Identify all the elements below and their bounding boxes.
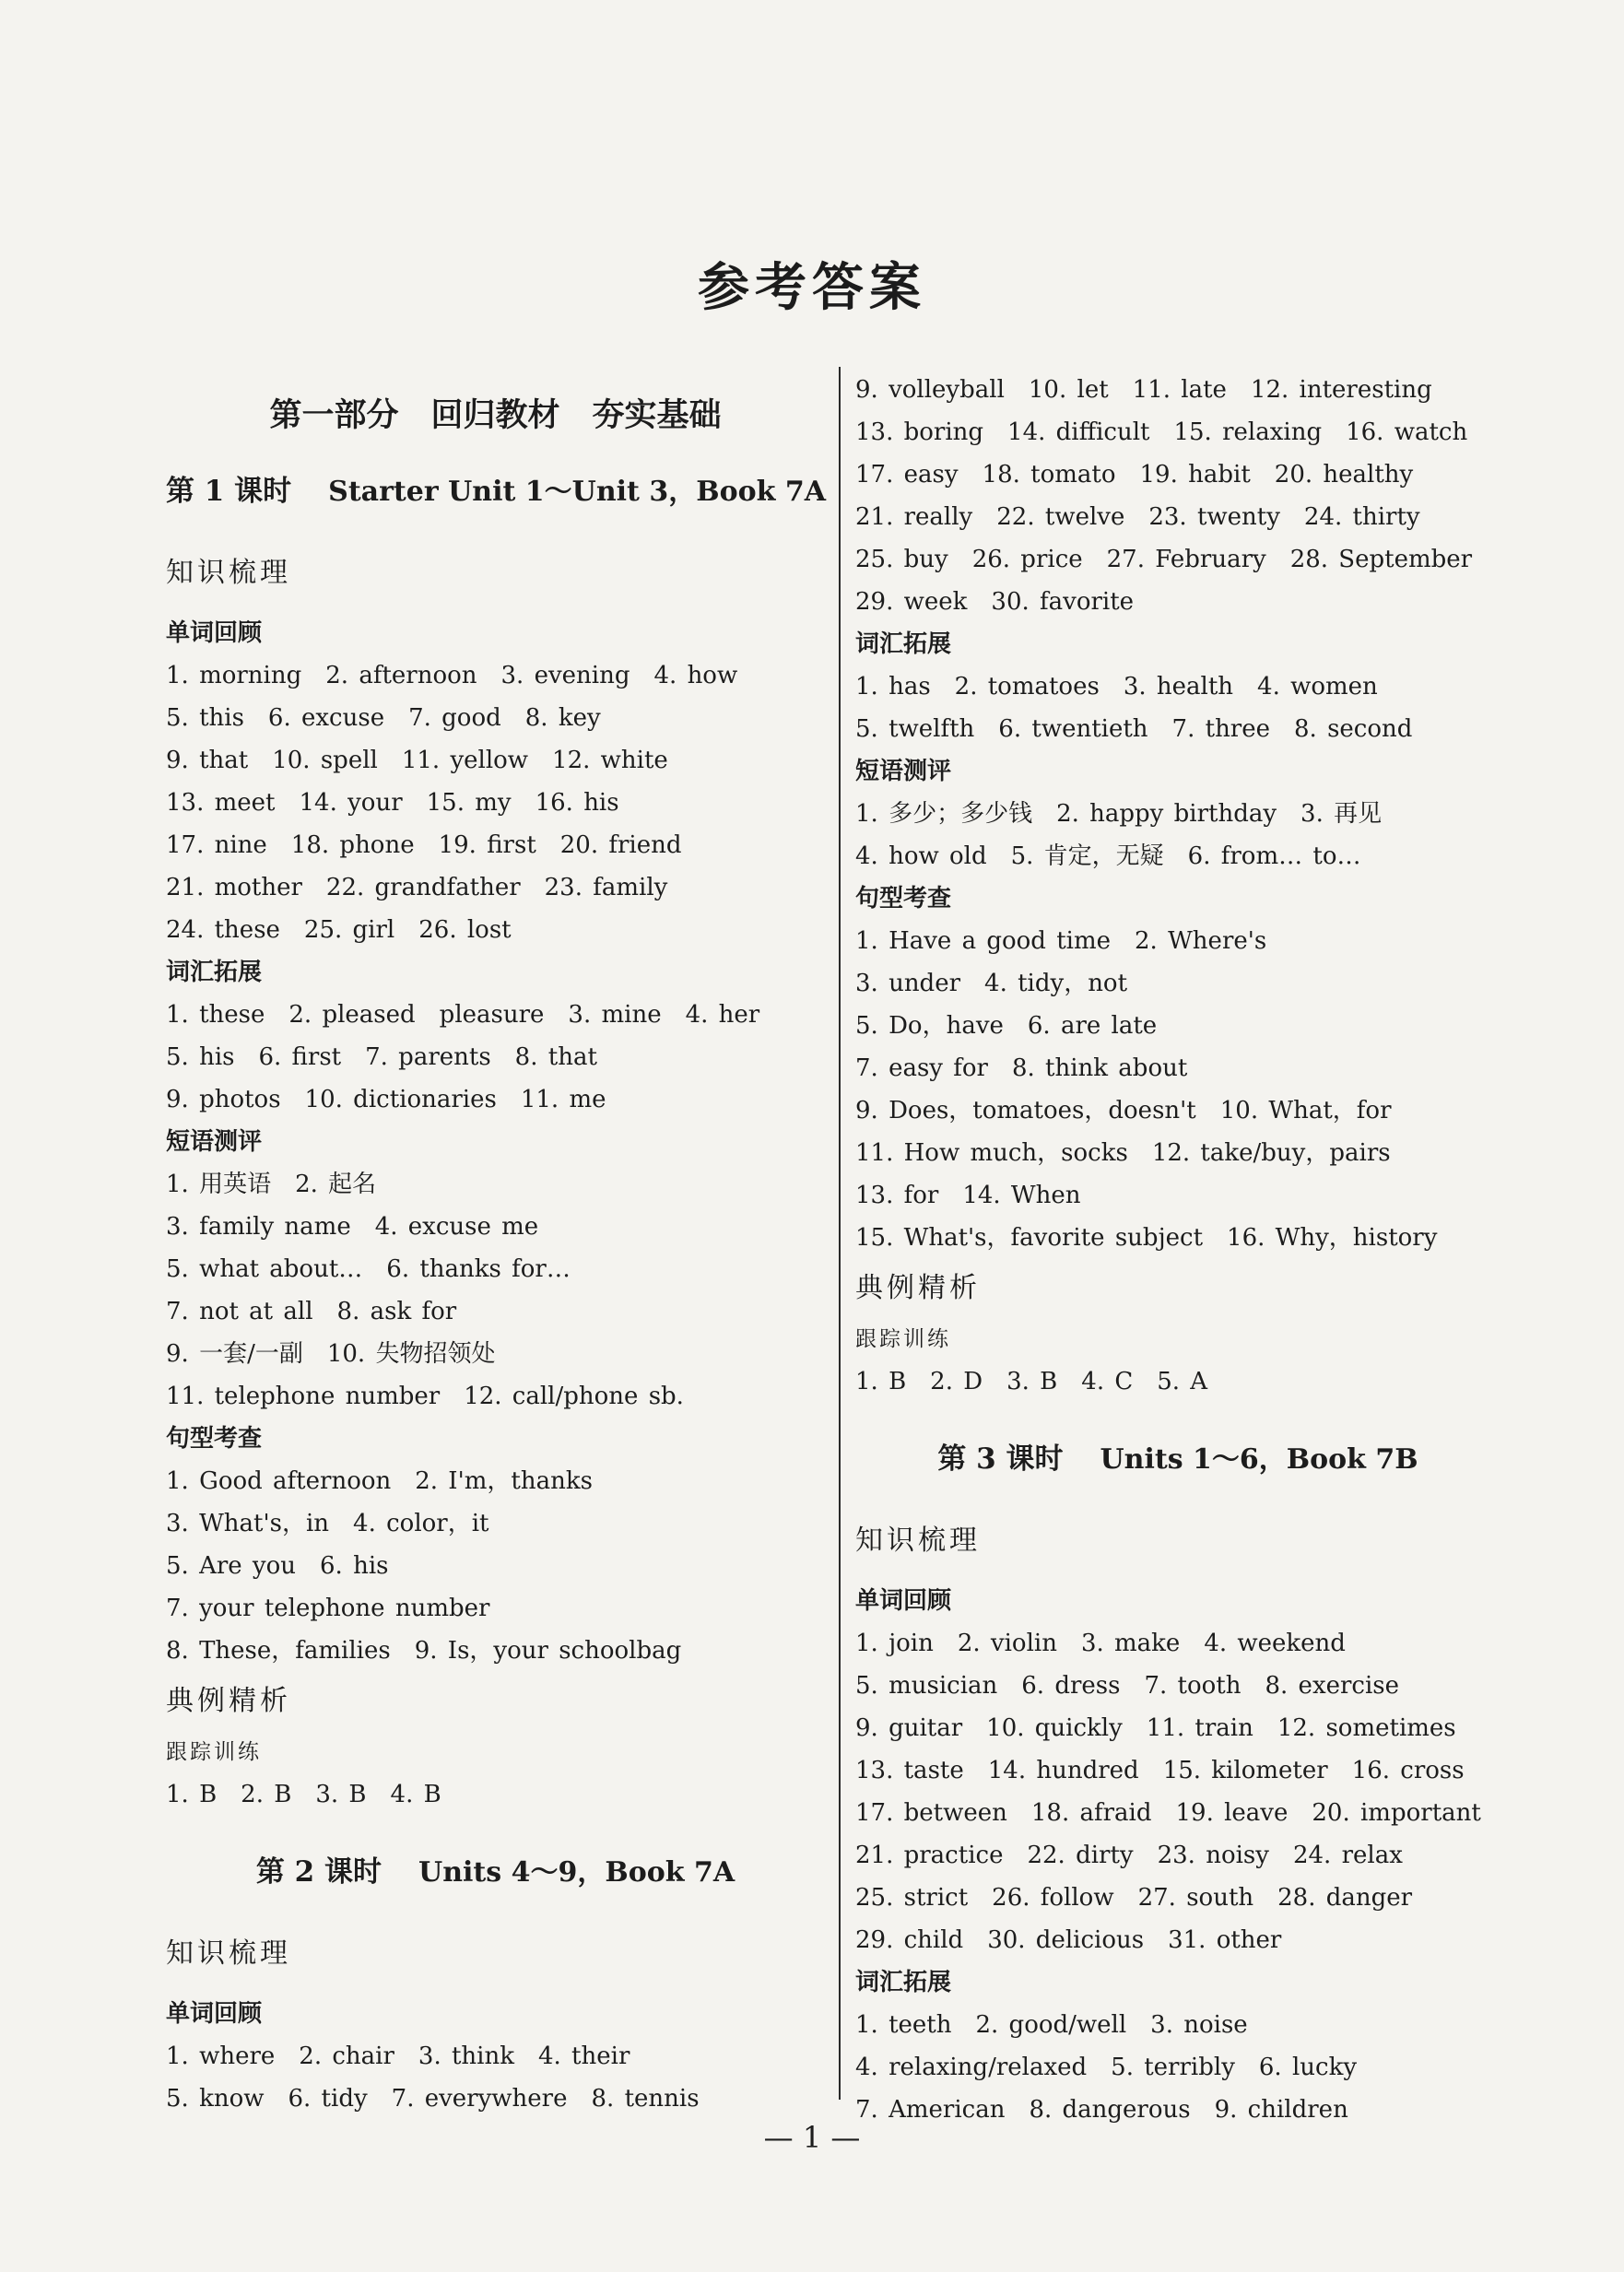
- answer-line: 1. these 2. pleased pleasure 3. mine 4. her: [166, 1001, 760, 1029]
- lesson-1-practice-heading: 跟踪训练: [166, 1740, 262, 1764]
- answer-line: 1. Have a good time 2. Where's: [855, 927, 1267, 955]
- answer-line: 9. 一套/一副 10. 失物招领处: [166, 1340, 496, 1368]
- lesson-2-examples-heading: 典例精析: [855, 1272, 981, 1304]
- answer-line: 1. morning 2. afternoon 3. evening 4. how: [166, 662, 738, 689]
- answer-line: 1. B 2. D 3. B 4. C 5. A: [855, 1368, 1208, 1395]
- answer-line: 15. What's，favorite subject 16. Why，history: [855, 1224, 1438, 1252]
- answer-line: 9. photos 10. dictionaries 11. me: [166, 1086, 606, 1113]
- answer-line: 1. has 2. tomatoes 3. health 4. women: [855, 673, 1378, 700]
- answer-line: 3. under 4. tidy，not: [855, 970, 1128, 997]
- lesson-2-words-continued: [855, 369, 1500, 623]
- page-number: — 1 —: [763, 2120, 861, 2155]
- answer-line: 25. buy 26. price 27. February 28. September: [855, 546, 1473, 573]
- lesson-1-number: 第 1 课时: [166, 475, 292, 508]
- lesson-3-units: Units 1～6，Book 7B: [1100, 1443, 1418, 1476]
- answer-line: 1. Good afternoon 2. I'm，thanks: [166, 1467, 593, 1495]
- answer-line: 1. B 2. B 3. B 4. B: [166, 1781, 441, 1808]
- lesson-2-sentence-heading: 句型考查: [855, 885, 952, 912]
- answer-line: 17. nine 18. phone 19. first 20. friend: [166, 831, 682, 859]
- lesson-2-knowledge-heading: 知识梳理: [166, 1937, 291, 1970]
- answer-line: 1. 用英语 2. 起名: [166, 1171, 377, 1198]
- lesson-1-vocab-heading: 词汇拓展: [166, 959, 263, 986]
- answer-line: 7. American 8. dangerous 9. children: [855, 2096, 1348, 2124]
- part-title: 第一部分 回归教材 夯实基础: [269, 397, 722, 434]
- answer-line: 5. know 6. tidy 7. everywhere 8. tennis: [166, 2085, 700, 2113]
- lesson-3-words-list: [855, 1622, 1500, 1961]
- page-title: 参考答案: [698, 258, 926, 318]
- lesson-2-practice-heading: 跟踪训练: [855, 1327, 951, 1351]
- answer-line: 17. between 18. afraid 19. leave 20. important: [855, 1799, 1481, 1827]
- answer-line: 29. week 30. favorite: [855, 588, 1135, 616]
- answer-line: 7. easy for 8. think about: [855, 1054, 1188, 1082]
- lesson-3-knowledge-heading: 知识梳理: [855, 1524, 981, 1557]
- answer-line: 7. your telephone number: [166, 1595, 490, 1622]
- lesson-2-title: [166, 1834, 825, 1910]
- answer-line: 5. his 6. first 7. parents 8. that: [166, 1043, 597, 1071]
- answer-line: 5. what about… 6. thanks for…: [166, 1255, 571, 1283]
- answer-line: 9. volleyball 10. let 11. late 12. interesting: [855, 376, 1432, 404]
- lesson-1-vocab-list: [166, 994, 825, 1121]
- answer-line: 5. this 6. excuse 7. good 8. key: [166, 704, 601, 732]
- answer-line: 9. Does，tomatoes，doesn't 10. What，for: [855, 1097, 1392, 1124]
- answer-line: 1. teeth 2. good/well 3. noise: [855, 2011, 1248, 2039]
- lesson-1-phrase-list: [166, 1163, 825, 1418]
- lesson-3-number: 第 3 课时: [937, 1442, 1064, 1476]
- lesson-1-sentence-list: [166, 1460, 825, 1672]
- lesson-1-knowledge-heading: 知识梳理: [166, 557, 291, 589]
- lesson-3-title: [855, 1421, 1500, 1497]
- answer-line: 3. family name 4. excuse me: [166, 1213, 539, 1241]
- left-column: [166, 378, 825, 2120]
- lesson-2-number: 第 2 课时: [255, 1855, 382, 1889]
- lesson-1-sentence-heading: 句型考查: [166, 1425, 263, 1453]
- answer-line: 8. These，families 9. Is，your schoolbag: [166, 1637, 682, 1665]
- answer-line: 3. What's，in 4. color，it: [166, 1510, 489, 1537]
- answer-line: 1. where 2. chair 3. think 4. their: [166, 2042, 630, 2070]
- answer-line: 17. easy 18. tomato 19. habit 20. healthy: [855, 461, 1414, 489]
- answer-line: 4. relaxing/relaxed 5. terribly 6. lucky: [855, 2054, 1358, 2081]
- answer-line: 11. How much，socks 12. take/buy，pairs: [855, 1139, 1391, 1167]
- lesson-3-vocab-heading: 词汇拓展: [855, 1969, 952, 1996]
- lesson-2-words-heading: 单词回顾: [166, 2000, 263, 2028]
- answer-line: 11. telephone number 12. call/phone sb.: [166, 1383, 684, 1410]
- lesson-1-examples-heading: 典例精析: [166, 1685, 291, 1717]
- lesson-2-units: Units 4～9，Book 7A: [418, 1856, 736, 1889]
- lesson-1-words-heading: 单词回顾: [166, 619, 263, 647]
- lesson-1-title: [166, 453, 825, 529]
- answer-line: 25. strict 26. follow 27. south 28. danger: [855, 1884, 1413, 1912]
- answer-line: 13. meet 14. your 15. my 16. his: [166, 789, 619, 817]
- lesson-2-phrase-heading: 短语测评: [855, 758, 952, 785]
- right-column: [855, 369, 1500, 2131]
- lesson-2-sentence-list: [855, 920, 1500, 1259]
- answer-line: 13. boring 14. difficult 15. relaxing 16. watch: [855, 418, 1468, 446]
- answer-line: 5. Are you 6. his: [166, 1552, 389, 1580]
- lesson-1-units: Starter Unit 1～Unit 3，Book 7A: [328, 476, 826, 508]
- column-divider: [839, 367, 841, 2100]
- answer-line: 5. twelfth 6. twentieth 7. three 8. second: [855, 715, 1413, 743]
- lesson-2-vocab-heading: 词汇拓展: [855, 630, 952, 658]
- answer-line: 5. musician 6. dress 7. tooth 8. exercise: [855, 1672, 1400, 1700]
- answer-line: 5. Do，have 6. are late: [855, 1012, 1158, 1040]
- lesson-3-words-heading: 单词回顾: [855, 1587, 952, 1615]
- answer-line: 1. 多少；多少钱 2. happy birthday 3. 再见: [855, 800, 1383, 828]
- answer-line: 7. not at all 8. ask for: [166, 1298, 457, 1325]
- answer-line: 1. join 2. violin 3. make 4. weekend: [855, 1630, 1346, 1657]
- answer-line: 13. taste 14. hundred 15. kilometer 16. cross: [855, 1757, 1465, 1784]
- answer-line: 21. really 22. twelve 23. twenty 24. thirty: [855, 503, 1420, 531]
- answer-line: 4. how old 5. 肯定，无疑 6. from… to…: [855, 842, 1361, 870]
- answer-line: 9. guitar 10. quickly 11. train 12. sometimes: [855, 1714, 1456, 1742]
- answer-line: 24. these 25. girl 26. lost: [166, 916, 512, 944]
- answer-line: 29. child 30. delicious 31. other: [855, 1926, 1282, 1954]
- lesson-1-words-list: [166, 654, 825, 951]
- answer-line: 13. for 14. When: [855, 1182, 1081, 1209]
- answer-line: 21. practice 22. dirty 23. noisy 24. relax: [855, 1842, 1403, 1869]
- lesson-1-phrase-heading: 短语测评: [166, 1128, 263, 1156]
- answer-line: 21. mother 22. grandfather 23. family: [166, 874, 668, 901]
- answer-line: 9. that 10. spell 11. yellow 12. white: [166, 747, 668, 774]
